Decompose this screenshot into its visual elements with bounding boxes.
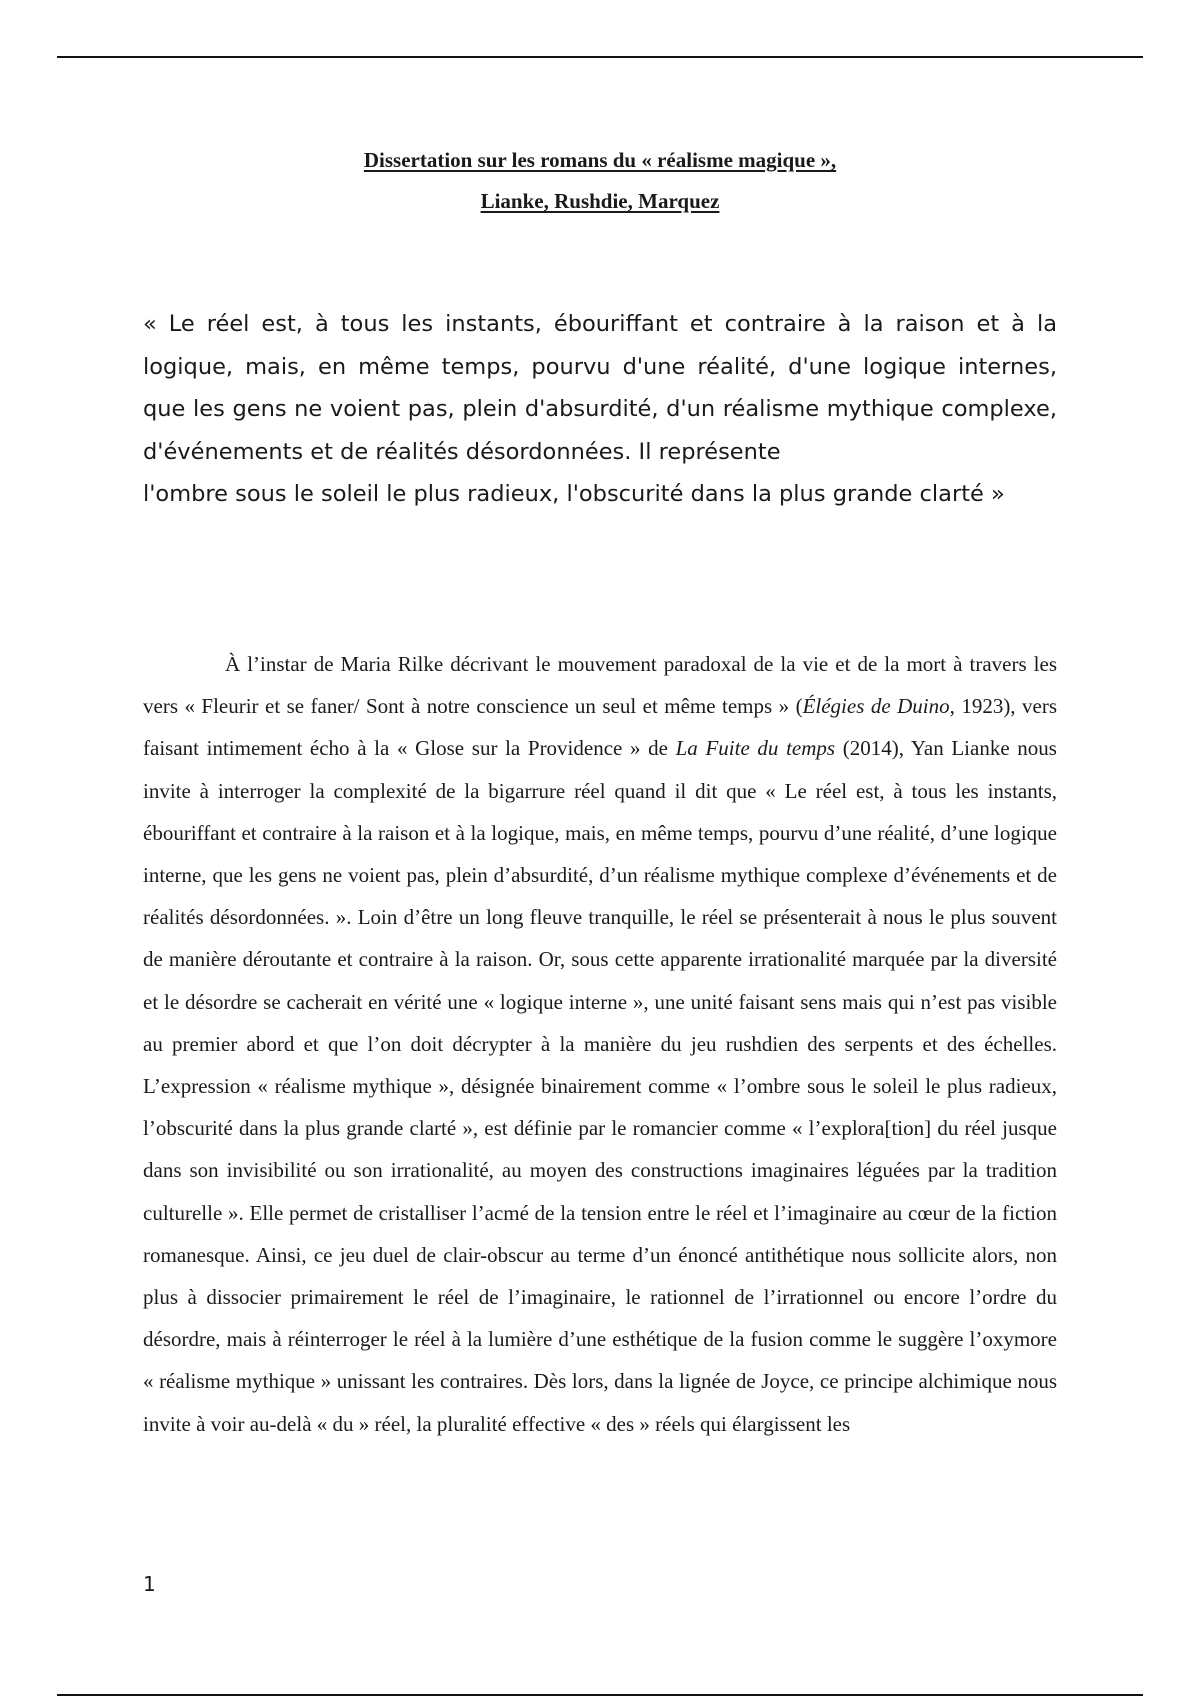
page-number: 1 [143, 1572, 156, 1596]
body-text-1: À l’instar de Maria Rilke décrivant le mouvement paradoxal de la vie et de la mort à travers les vers « Fleurir et se faner/ Sont à notre conscience un seul et même temps » ( [143, 652, 1057, 719]
title-line-1: Dissertation sur les romans du « réalisme magique », [363, 148, 837, 172]
epigraph-paragraph-1: « Le réel est, à tous les instants, ébouriffant et contraire à la raison et à la logique, mais, en même temps, pourvu d'une réalité, d'une logique internes, que les gens ne voient pas, plein d'absurdité, d'un réalisme mythique complexe, d'événements et de réalités désordonnées. Il représente [143, 311, 1057, 465]
epigraph-paragraph-2: l'ombre sous le soleil le plus radieux, l'obscurité dans la plus grande clarté » [143, 481, 1005, 507]
body-italic-title-1: Élégies de Duino [802, 694, 950, 719]
body-text-2: , 1923), vers faisant intimement écho à la « Glose sur la Providence » de [143, 694, 1057, 761]
body-italic-title-2: La Fuite du temps [675, 736, 836, 761]
bottom-rule [57, 1694, 1143, 1696]
epigraph-quote [143, 303, 1057, 516]
body-paragraph [143, 643, 1057, 1445]
top-rule [57, 56, 1143, 58]
title-line-2: Lianke, Rushdie, Marquez [480, 189, 720, 213]
body-text-3: (2014), Yan Lianke nous invite à interroger la complexité de la bigarrure réel quand il dit que « Le réel est, à tous les instants, ébouriffant et contraire à la raison et à la logique, mais, en même temps, pourvu d’une réalité, d’une logique interne, que les gens ne voient pas, plein d’absurdité, d’un réalisme mythique complexe d’événements et de réalités désordonnées. ». Loin d’être un long fleuve tranquille, le réel se présenterait à nous le plus souvent de manière déroutante et contraire à la raison. Or, sous cette apparente irrationalité marquée par la diversité et le désordre se cacherait en vérité une « logique interne », une unité faisant sens mais qui n’est pas visible au premier abord et que l’on doit décrypter à la manière du jeu rushdien des serpents et des échelles. L’expression « réalisme mythique », désignée binairement comme « l’ombre sous le soleil le plus radieux, l’obscurité dans la plus grande clarté », est définie par le romancier comme « l’explora[tion] du réel jusque dans son invisibilité ou son irrationalité, au moyen des constructions imaginaires léguées par la tradition culturelle ». Elle permet de cristalliser l’acmé de la tension entre le réel et l’imaginaire au cœur de la fiction romanesque. Ainsi, ce jeu duel de clair-obscur au terme d’un énoncé antithétique nous sollicite alors, non plus à dissocier primairement le réel de l’imaginaire, le rationnel de l’irrationnel ou encore l’ordre du désordre, mais à réinterroger le réel à la lumière d’une esthétique de la fusion comme le suggère l’oxymore « réalisme mythique » unissant les contraires. Dès lors, dans la lignée de Joyce, ce principe alchimique nous invite à voir au-delà « du » réel, la pluralité effective « des » réels qui élargissent les [143, 736, 1057, 1436]
document-title [143, 140, 1057, 222]
